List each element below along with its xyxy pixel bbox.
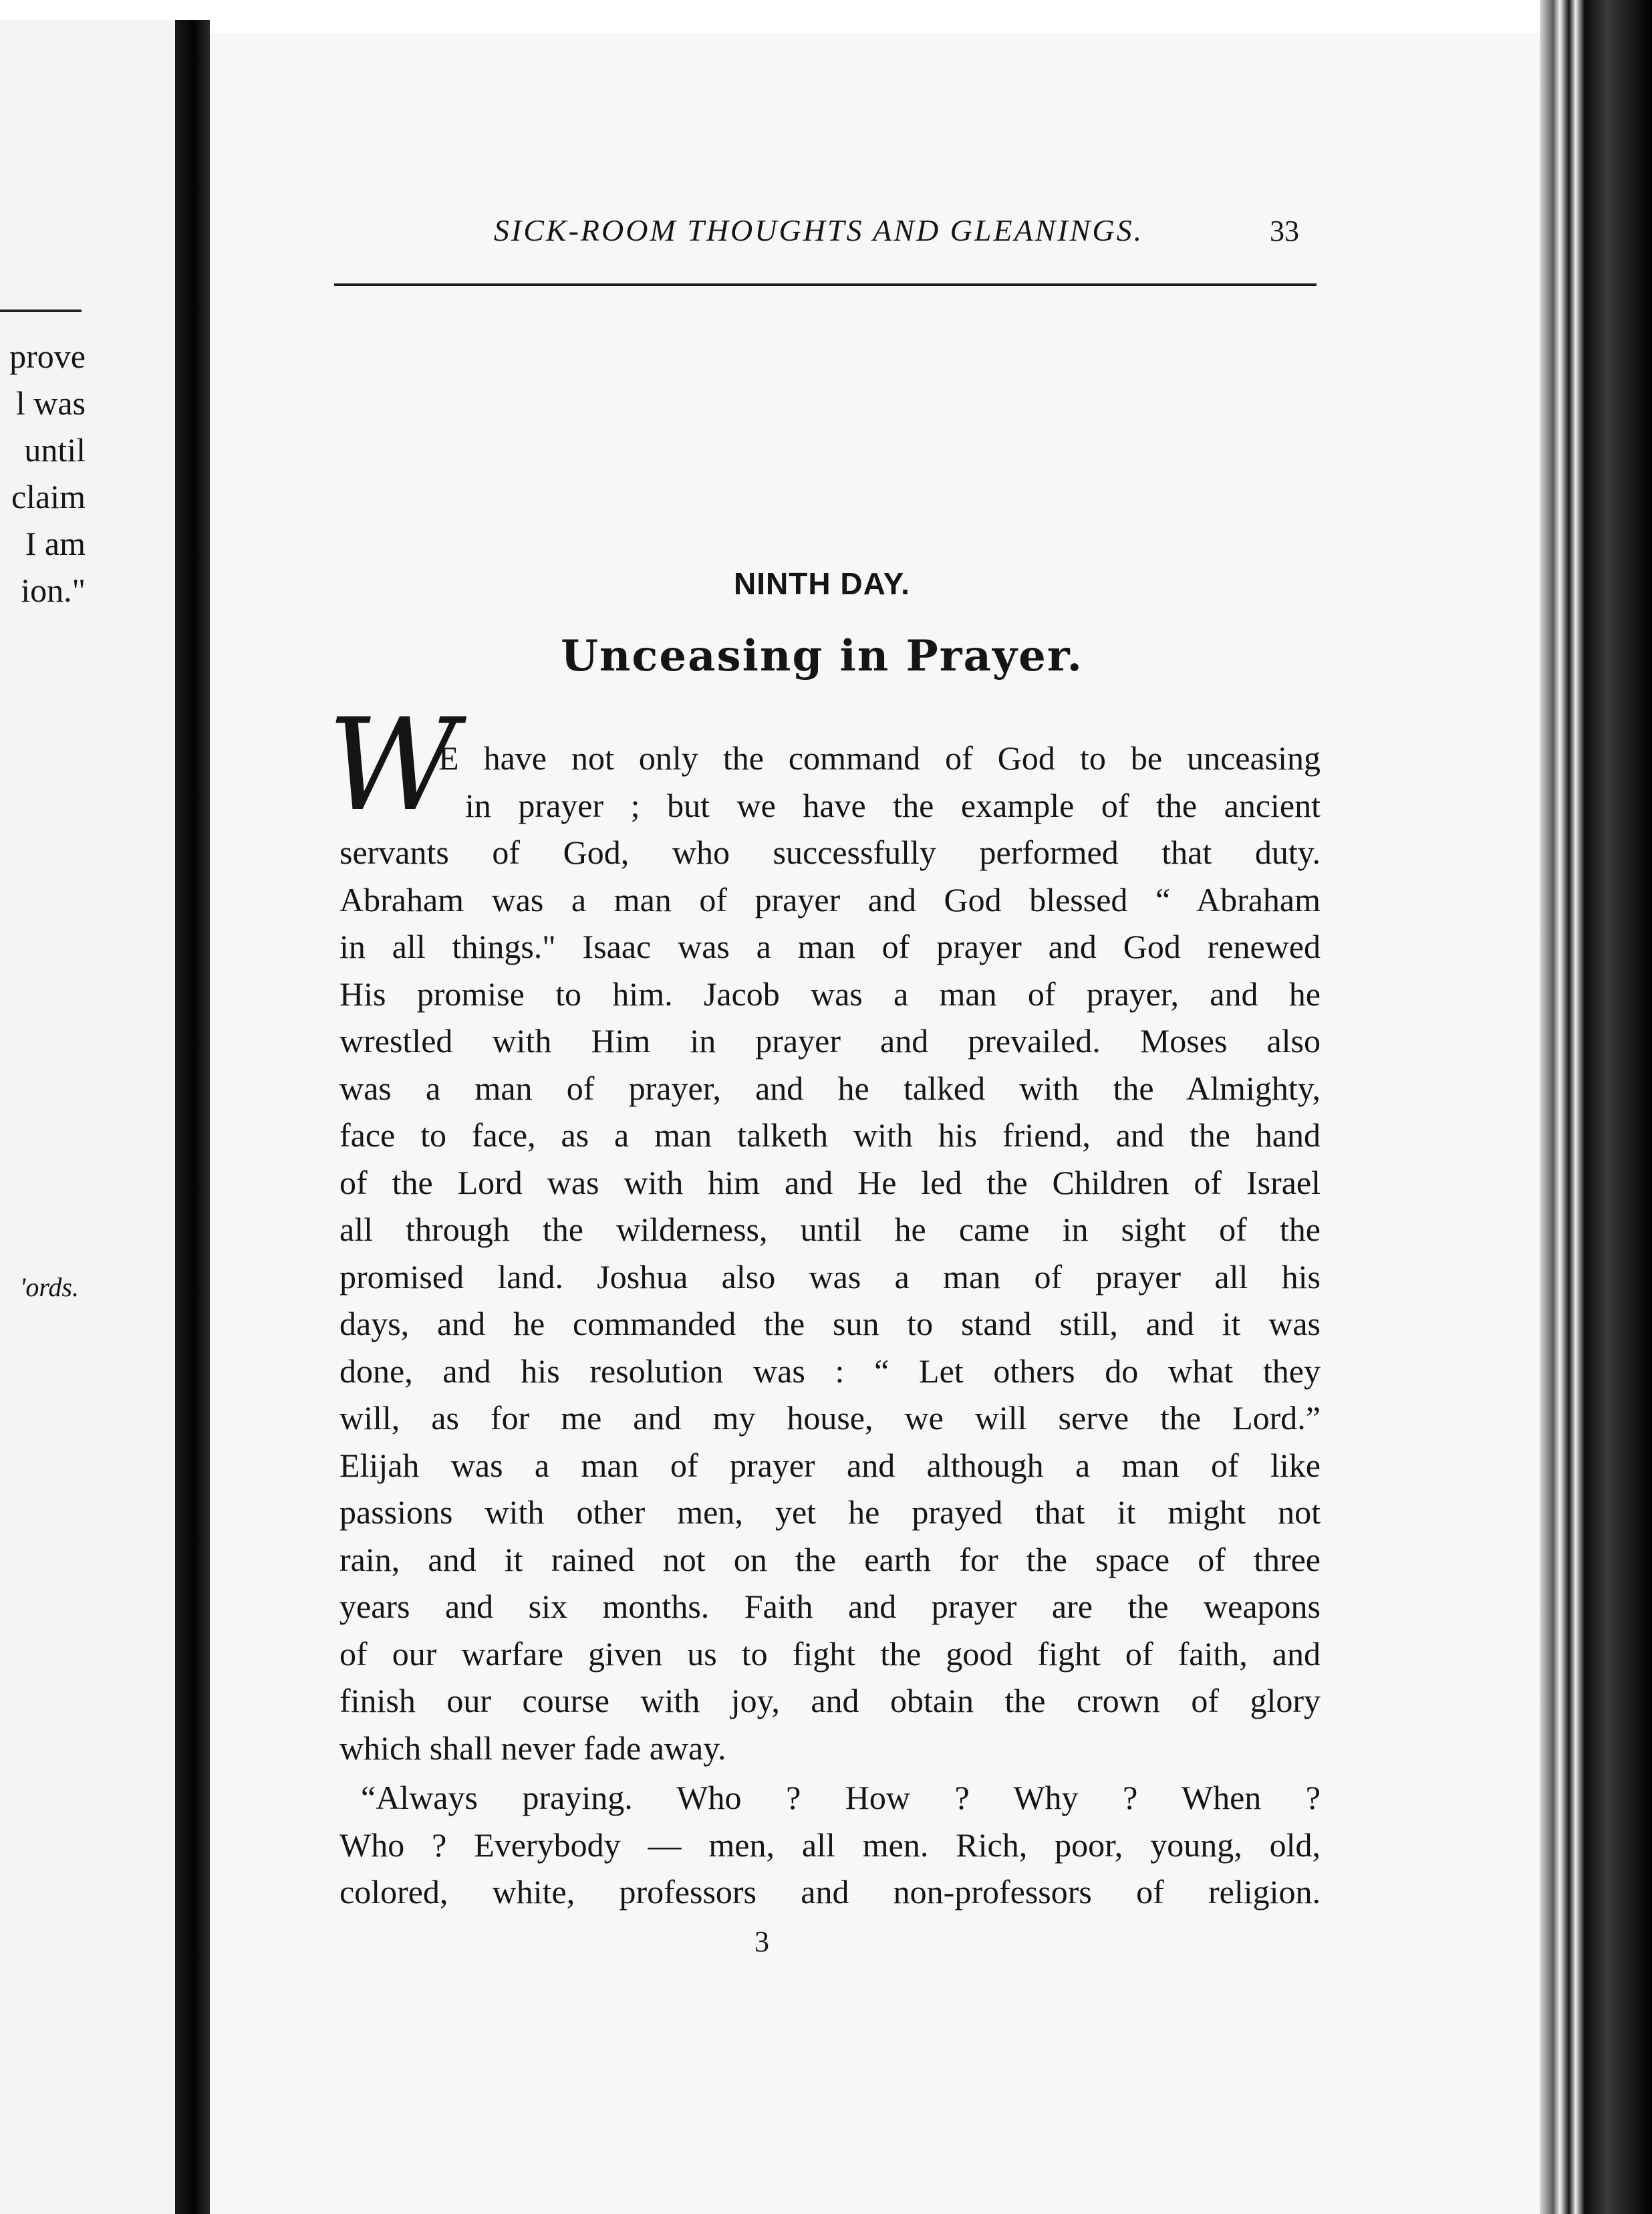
- body-line: of the Lord was with him and He led the Children of Israel: [339, 1163, 1321, 1201]
- book-spine-shadow: [175, 20, 210, 2214]
- left-page-fragment: ion.": [21, 572, 86, 609]
- left-page-rule: [0, 310, 82, 312]
- body-line: colored, white, professors and non-professors of religion.: [339, 1873, 1321, 1911]
- left-page-fragment: l was: [15, 384, 86, 422]
- left-page-fragment: I am: [25, 525, 86, 562]
- book-page-edges: [1540, 0, 1652, 2214]
- body-line: which shall never fade away.: [339, 1729, 726, 1767]
- scan-top-margin: [0, 0, 1652, 20]
- body-line: E have not only the command of God to be unceasing: [438, 739, 1321, 777]
- body-line: was a man of prayer, and he talked with the Almighty,: [339, 1069, 1321, 1107]
- left-page-fragment: until: [24, 431, 86, 469]
- body-line: done, and his resolution was : “ Let others do what they: [339, 1352, 1321, 1390]
- body-line: face to face, as a man talketh with his friend, and the hand: [339, 1116, 1321, 1154]
- body-line: Elijah was a man of prayer and although a man of like: [339, 1446, 1321, 1484]
- body-line: passions with other men, yet he prayed that it might not: [339, 1493, 1321, 1531]
- body-line: “Always praying. Who ? How ? Why ? When ?: [361, 1779, 1321, 1816]
- body-line: will, as for me and my house, we will serve the Lord.”: [339, 1399, 1321, 1437]
- left-page-italic-fragment: 'ords.: [19, 1272, 79, 1302]
- body-line: years and six months. Faith and prayer are the weapons: [339, 1588, 1321, 1625]
- day-heading: NINTH DAY.: [734, 566, 910, 601]
- body-line: all through the wilderness, until he came in sight of the: [339, 1211, 1321, 1248]
- body-line: in all things." Isaac was a man of prayer and God renewed: [339, 928, 1321, 965]
- body-line: of our warfare given us to fight the good fight of faith, and: [339, 1634, 1321, 1673]
- signature-mark: 3: [754, 1925, 769, 1958]
- body-line: His promise to him. Jacob was a man of prayer, and he: [339, 975, 1321, 1013]
- left-page-fragment: claim: [11, 478, 86, 515]
- left-page-fragment: prove: [9, 338, 86, 375]
- body-line: promised land. Joshua also was a man of prayer all his: [339, 1257, 1321, 1296]
- body-line: rain, and it rained not on the earth for the space of three: [339, 1540, 1321, 1578]
- body-line: wrestled with Him in prayer and prevailed. Moses also: [339, 1022, 1321, 1060]
- left-page: [0, 20, 175, 2214]
- header-rule: [334, 283, 1317, 286]
- page-number: 33: [1270, 215, 1299, 247]
- running-header-title: SICK-ROOM THOUGHTS AND GLEANINGS.: [493, 213, 1144, 247]
- chapter-title: Unceasing in Prayer.: [561, 631, 1083, 681]
- body-line: in prayer ; but we have the example of the ancient: [465, 786, 1321, 824]
- drop-cap: W: [327, 691, 458, 839]
- body-line: Who ? Everybody — men, all men. Rich, poor, young, old,: [339, 1826, 1321, 1864]
- body-line: days, and he commanded the sun to stand still, and it was: [339, 1305, 1321, 1342]
- body-line: Abraham was a man of prayer and God blessed “ Abraham: [339, 880, 1321, 918]
- body-line: finish our course with joy, and obtain the crown of glory: [339, 1682, 1321, 1719]
- body-line: servants of God, who successfully performed that duty.: [339, 834, 1321, 871]
